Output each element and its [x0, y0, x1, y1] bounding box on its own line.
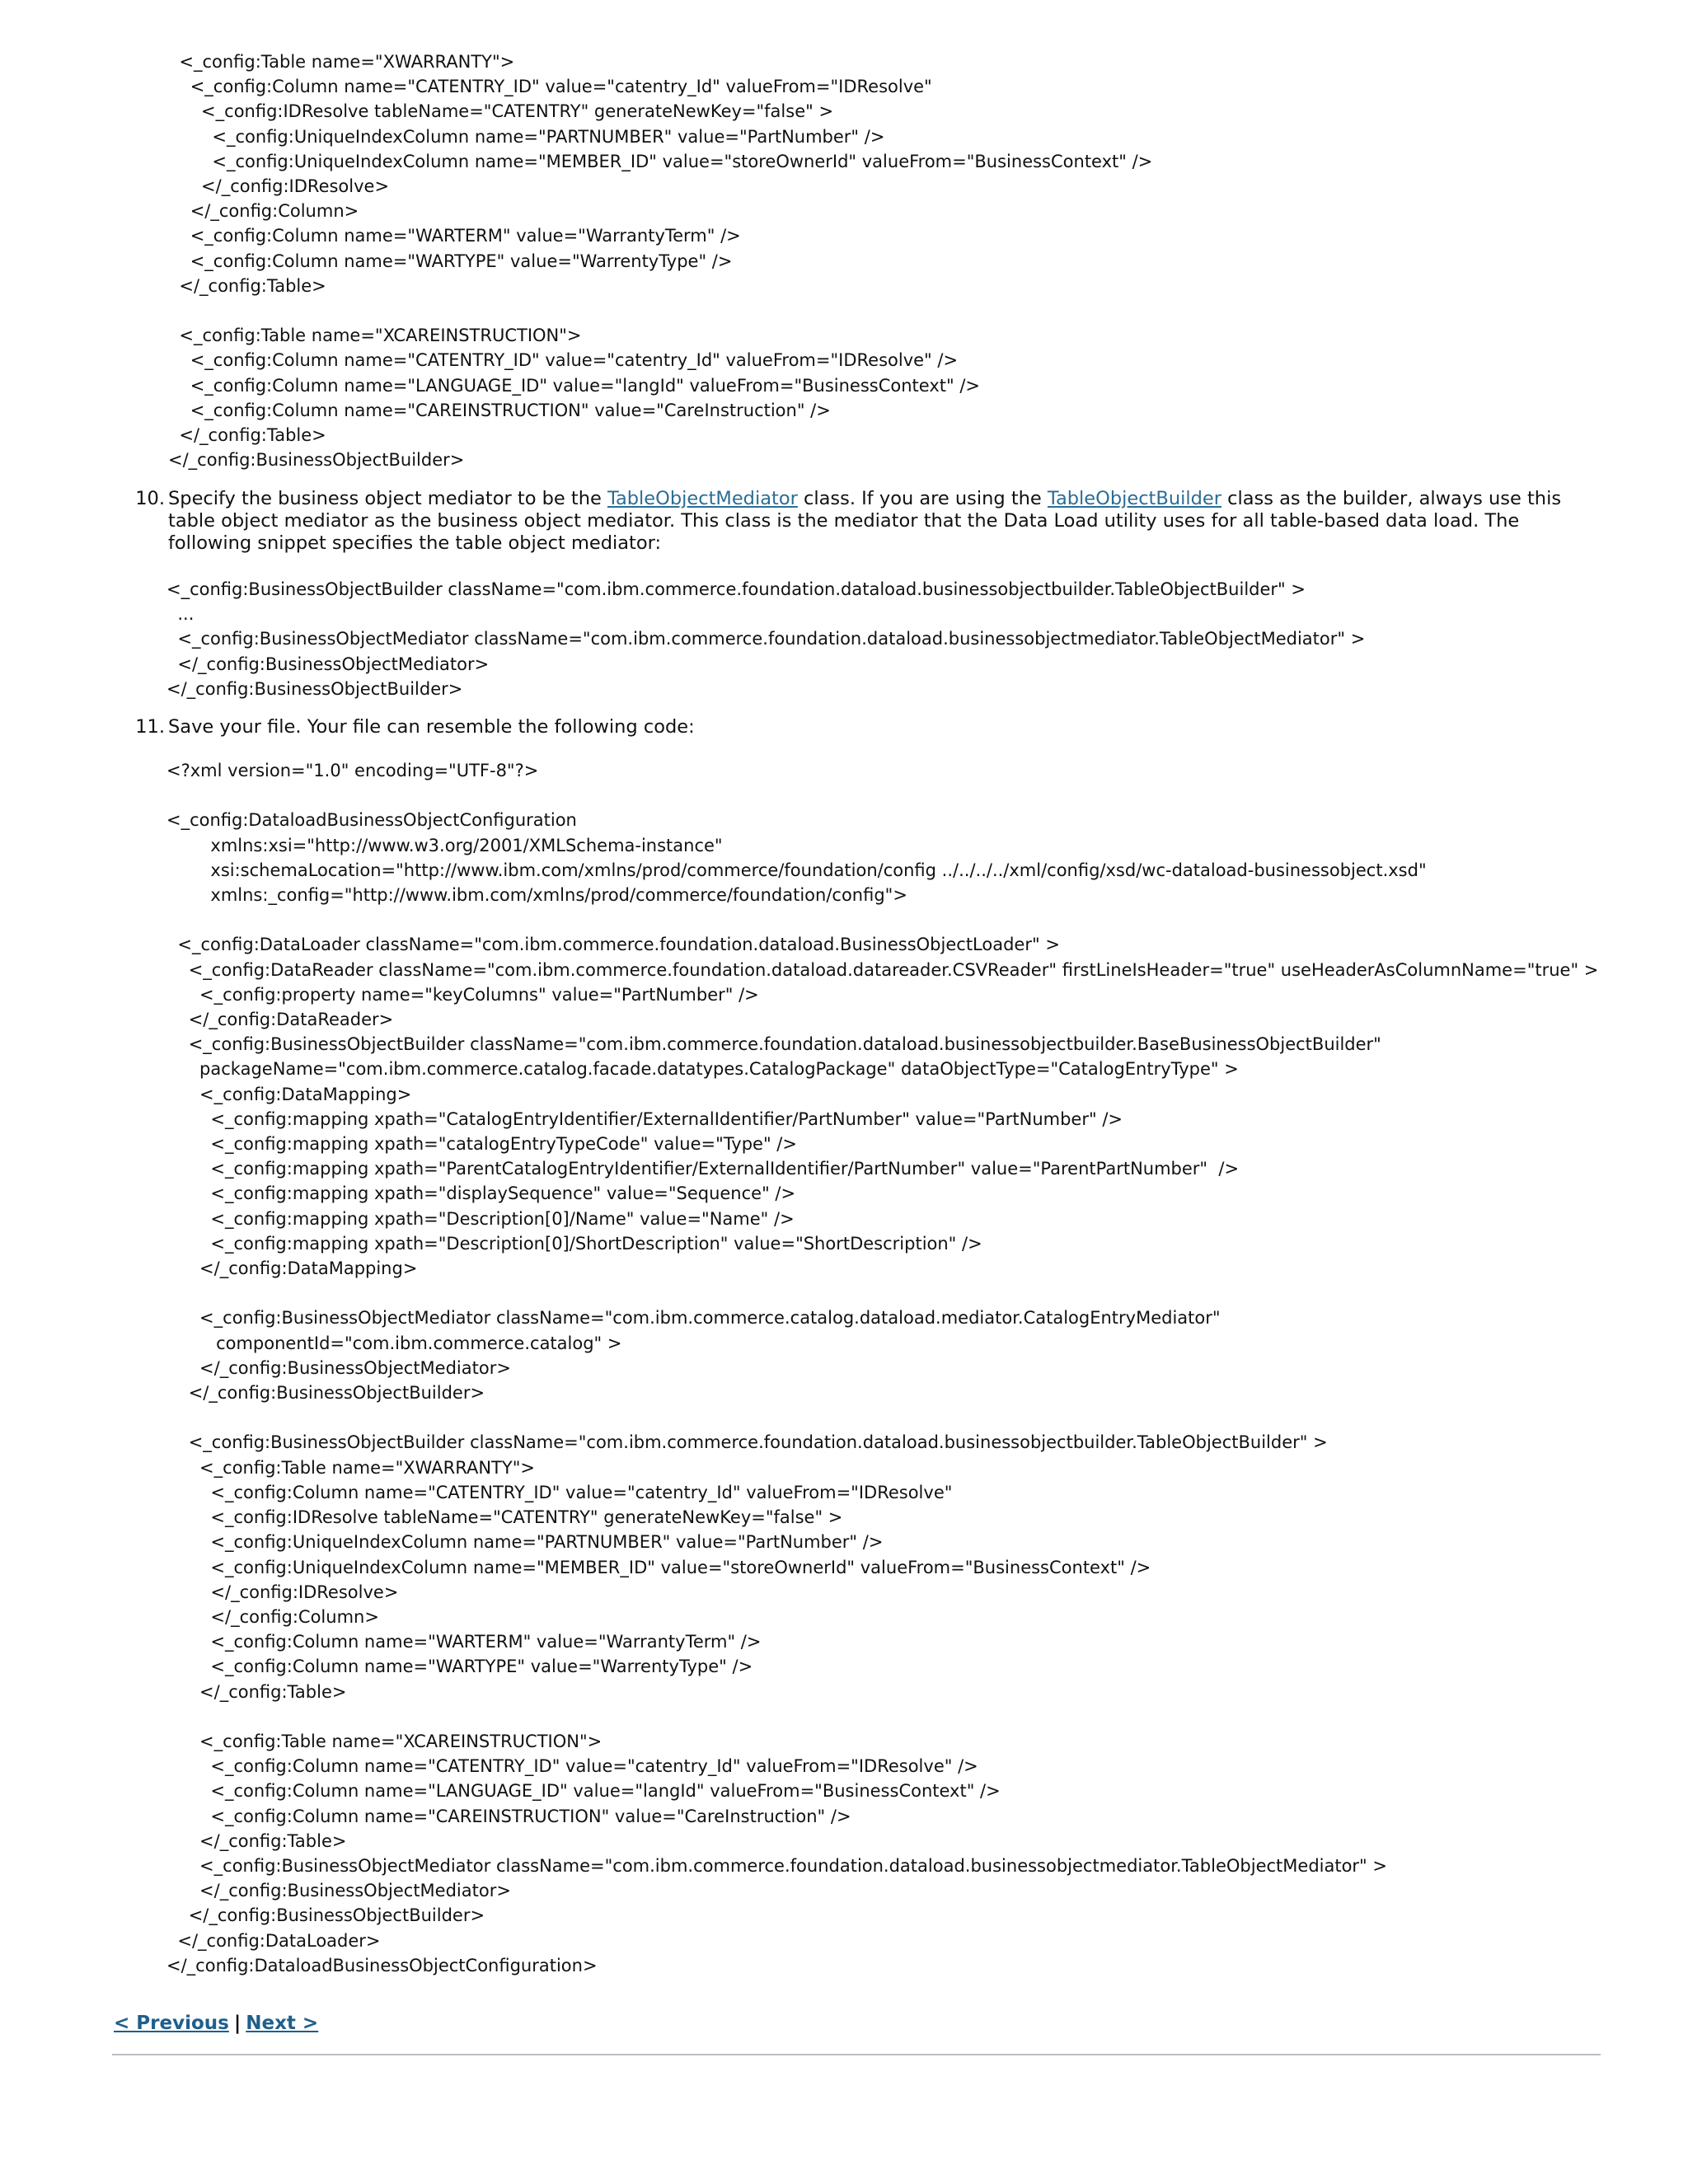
code-line: <_config:Column name="LANGUAGE_ID" value="langId" valueFrom="BusinessContext" /> [168, 375, 981, 396]
code-line: <_config:mapping xpath="CatalogEntryIdentifier/ExternalIdentifier/PartNumber" value="PartNumber" /> [166, 1108, 1123, 1129]
page-navigation [114, 2011, 318, 2036]
code-line: <_config:property name="keyColumns" value="PartNumber" /> [166, 984, 759, 1005]
step-number: 10. [135, 488, 165, 509]
code-line: <_config:UniqueIndexColumn name="PARTNUMBER" value="PartNumber" /> [166, 1532, 884, 1553]
code-line: <_config:Column name="CATENTRY_ID" value="catentry_Id" valueFrom="IDResolve" /> [168, 350, 959, 371]
code-line: <_config:Column name="WARTERM" value="WarrantyTerm" /> [168, 226, 741, 246]
code-line: <_config:DataReader className="com.ibm.commerce.foundation.dataload.datareader.CSVReader" firstLineIsHeader="true" useHeaderAsColumnName="true" > [166, 959, 1599, 980]
step-text [168, 488, 1685, 555]
code-line: </_config:BusinessObjectMediator> [166, 1357, 511, 1378]
code-line: <_config:mapping xpath="displaySequence" value="Sequence" /> [166, 1183, 796, 1204]
code-line: componentId="com.ibm.commerce.catalog" > [166, 1333, 622, 1353]
code-line: <_config:BusinessObjectMediator className="com.ibm.commerce.catalog.dataload.mediator.CatalogEntryMediator" [166, 1308, 1221, 1329]
previous-link[interactable]: < Previous [114, 2013, 229, 2034]
code-line: <_config:Column name="LANGUAGE_ID" value="langId" valueFrom="BusinessContext" /> [166, 1781, 1001, 1802]
code-line: </_config:BusinessObjectBuilder> [166, 678, 463, 699]
code-line: </_config:Table> [166, 1830, 347, 1851]
code-line: <_config:mapping xpath="Description[0]/Name" value="Name" /> [166, 1208, 795, 1229]
code-block-full-config [166, 758, 1598, 1978]
code-line: <_config:IDResolve tableName="CATENTRY" generateNewKey="false" > [168, 101, 834, 122]
code-line: <_config:Column name="CATENTRY_ID" value="catentry_Id" valueFrom="IDResolve" [166, 1482, 953, 1502]
code-line: <_config:Table name="XCAREINSTRUCTION"> [166, 1731, 603, 1751]
code-line: </_config:Table> [168, 425, 326, 446]
table-object-builder-link[interactable]: TableObjectBuilder [1047, 488, 1221, 509]
code-line: <_config:BusinessObjectBuilder className="com.ibm.commerce.foundation.dataload.businessobjectbuilder.BaseBusinessObjectBuilder" [166, 1034, 1381, 1055]
code-line: </_config:Column> [166, 1606, 379, 1627]
code-line: </_config:DataMapping> [166, 1258, 418, 1279]
code-line: </_config:IDResolve> [166, 1582, 399, 1602]
code-line: </_config:BusinessObjectMediator> [166, 654, 490, 674]
code-line: <_config:Column name="WARTYPE" value="WarrentyType" /> [166, 1657, 753, 1677]
code-line: xmlns:xsi="http://www.w3.org/2001/XMLSchema-instance" [166, 835, 723, 855]
code-line: <_config:Column name="CAREINSTRUCTION" value="CareInstruction" /> [168, 400, 831, 420]
code-line: </_config:Table> [166, 1681, 347, 1702]
code-line: <_config:Column name="WARTERM" value="WarrantyTerm" /> [166, 1632, 762, 1652]
code-line: <_config:BusinessObjectBuilder className="com.ibm.commerce.foundation.dataload.businessobjectbuilder.TableObjectBuilder" > [166, 1432, 1328, 1453]
code-line: ... [166, 604, 195, 625]
footer-divider [112, 2054, 1601, 2055]
code-line: </_config:DataloadBusinessObjectConfiguration> [166, 1955, 598, 1975]
code-line: <_config:mapping xpath="Description[0]/ShortDescription" value="ShortDescription" /> [166, 1233, 982, 1254]
code-line: </_config:BusinessObjectBuilder> [166, 1383, 485, 1404]
code-line: <_config:UniqueIndexColumn name="MEMBER_ID" value="storeOwnerId" valueFrom="BusinessContext" /> [168, 151, 1153, 171]
code-line: <_config:UniqueIndexColumn name="PARTNUMBER" value="PartNumber" /> [168, 126, 885, 147]
code-line: </_config:BusinessObjectMediator> [166, 1881, 511, 1901]
step-text-part: class as the builder, always use this [1221, 488, 1562, 509]
code-line: <_config:Table name="XCAREINSTRUCTION"> [168, 326, 582, 346]
step-number: 11. [135, 716, 165, 738]
code-line: packageName="com.ibm.commerce.catalog.facade.datatypes.CatalogPackage" dataObjectType="CatalogEntryType" > [166, 1059, 1239, 1080]
step-text-part: class. If you are using the [797, 488, 1048, 509]
code-line: xsi:schemaLocation="http://www.ibm.com/xmlns/prod/commerce/foundation/config ../../../../xml/config/xsd/wc-dataload-businessobject.xsd" [166, 860, 1427, 880]
code-line: <?xml version="1.0" encoding="UTF-8"?> [166, 761, 539, 780]
code-line: </_config:Column> [168, 201, 359, 222]
code-line: <_config:Column name="CAREINSTRUCTION" value="CareInstruction" /> [166, 1806, 851, 1826]
code-line: <_config:IDResolve tableName="CATENTRY" generateNewKey="false" > [166, 1507, 843, 1528]
code-line: <_config:DataMapping> [166, 1084, 412, 1104]
step-text-line: following snippet specifies the table object mediator: [168, 532, 662, 554]
code-line: <_config:DataLoader className="com.ibm.commerce.foundation.dataload.BusinessObjectLoader" > [166, 935, 1060, 955]
table-object-mediator-link[interactable]: TableObjectMediator [607, 488, 798, 509]
code-line: <_config:Column name="CATENTRY_ID" value="catentry_Id" valueFrom="IDResolve" /> [166, 1756, 978, 1777]
code-line: <_config:BusinessObjectBuilder className="com.ibm.commerce.foundation.dataload.businessobjectbuilder.TableObjectBuilder" > [166, 579, 1306, 599]
code-line: <_config:UniqueIndexColumn name="MEMBER_ID" value="storeOwnerId" valueFrom="BusinessContext" /> [166, 1557, 1151, 1577]
code-line: </_config:DataLoader> [166, 1930, 381, 1951]
code-line: <_config:Column name="CATENTRY_ID" value="catentry_Id" valueFrom="IDResolve" [168, 77, 932, 97]
code-line: <_config:mapping xpath="catalogEntryTypeCode" value="Type" /> [166, 1134, 797, 1155]
code-block-mediator-snippet [166, 577, 1365, 701]
code-line: <_config:Table name="XWARRANTY"> [168, 52, 515, 72]
code-line: </_config:IDResolve> [168, 176, 390, 197]
code-line: <_config:Table name="XWARRANTY"> [166, 1457, 535, 1478]
code-line: </_config:DataReader> [166, 1010, 394, 1030]
code-line: <_config:BusinessObjectMediator className="com.ibm.commerce.foundation.dataload.businessobjectmediator.TableObjectMediator" > [166, 1855, 1387, 1876]
code-line: </_config:Table> [168, 275, 326, 296]
step-text-part: Specify the business object mediator to be the [168, 488, 607, 509]
nav-separator: | [233, 2013, 241, 2034]
code-line: </_config:BusinessObjectBuilder> [168, 450, 465, 471]
code-line: <_config:BusinessObjectMediator className="com.ibm.commerce.foundation.dataload.businessobjectmediator.TableObjectMediator" > [166, 629, 1366, 649]
step-text: Save your file. Your file can resemble the following code: [168, 716, 695, 738]
next-link[interactable]: Next > [246, 2013, 319, 2034]
code-line: <_config:Column name="WARTYPE" value="WarrentyType" /> [168, 251, 733, 271]
code-block-table-config [168, 49, 1152, 472]
code-line: <_config:mapping xpath="ParentCatalogEntryIdentifier/ExternalIdentifier/PartNumber" value="ParentPartNumber" /> [166, 1159, 1240, 1179]
code-line: </_config:BusinessObjectBuilder> [166, 1905, 485, 1926]
code-line: <_config:DataloadBusinessObjectConfiguration [166, 810, 577, 831]
step-text-line: table object mediator as the business object mediator. This class is the mediator that the Data Load utility uses for all table-based data load. The [168, 510, 1520, 532]
code-line: xmlns:_config="http://www.ibm.com/xmlns/prod/commerce/foundation/config"> [166, 885, 907, 906]
